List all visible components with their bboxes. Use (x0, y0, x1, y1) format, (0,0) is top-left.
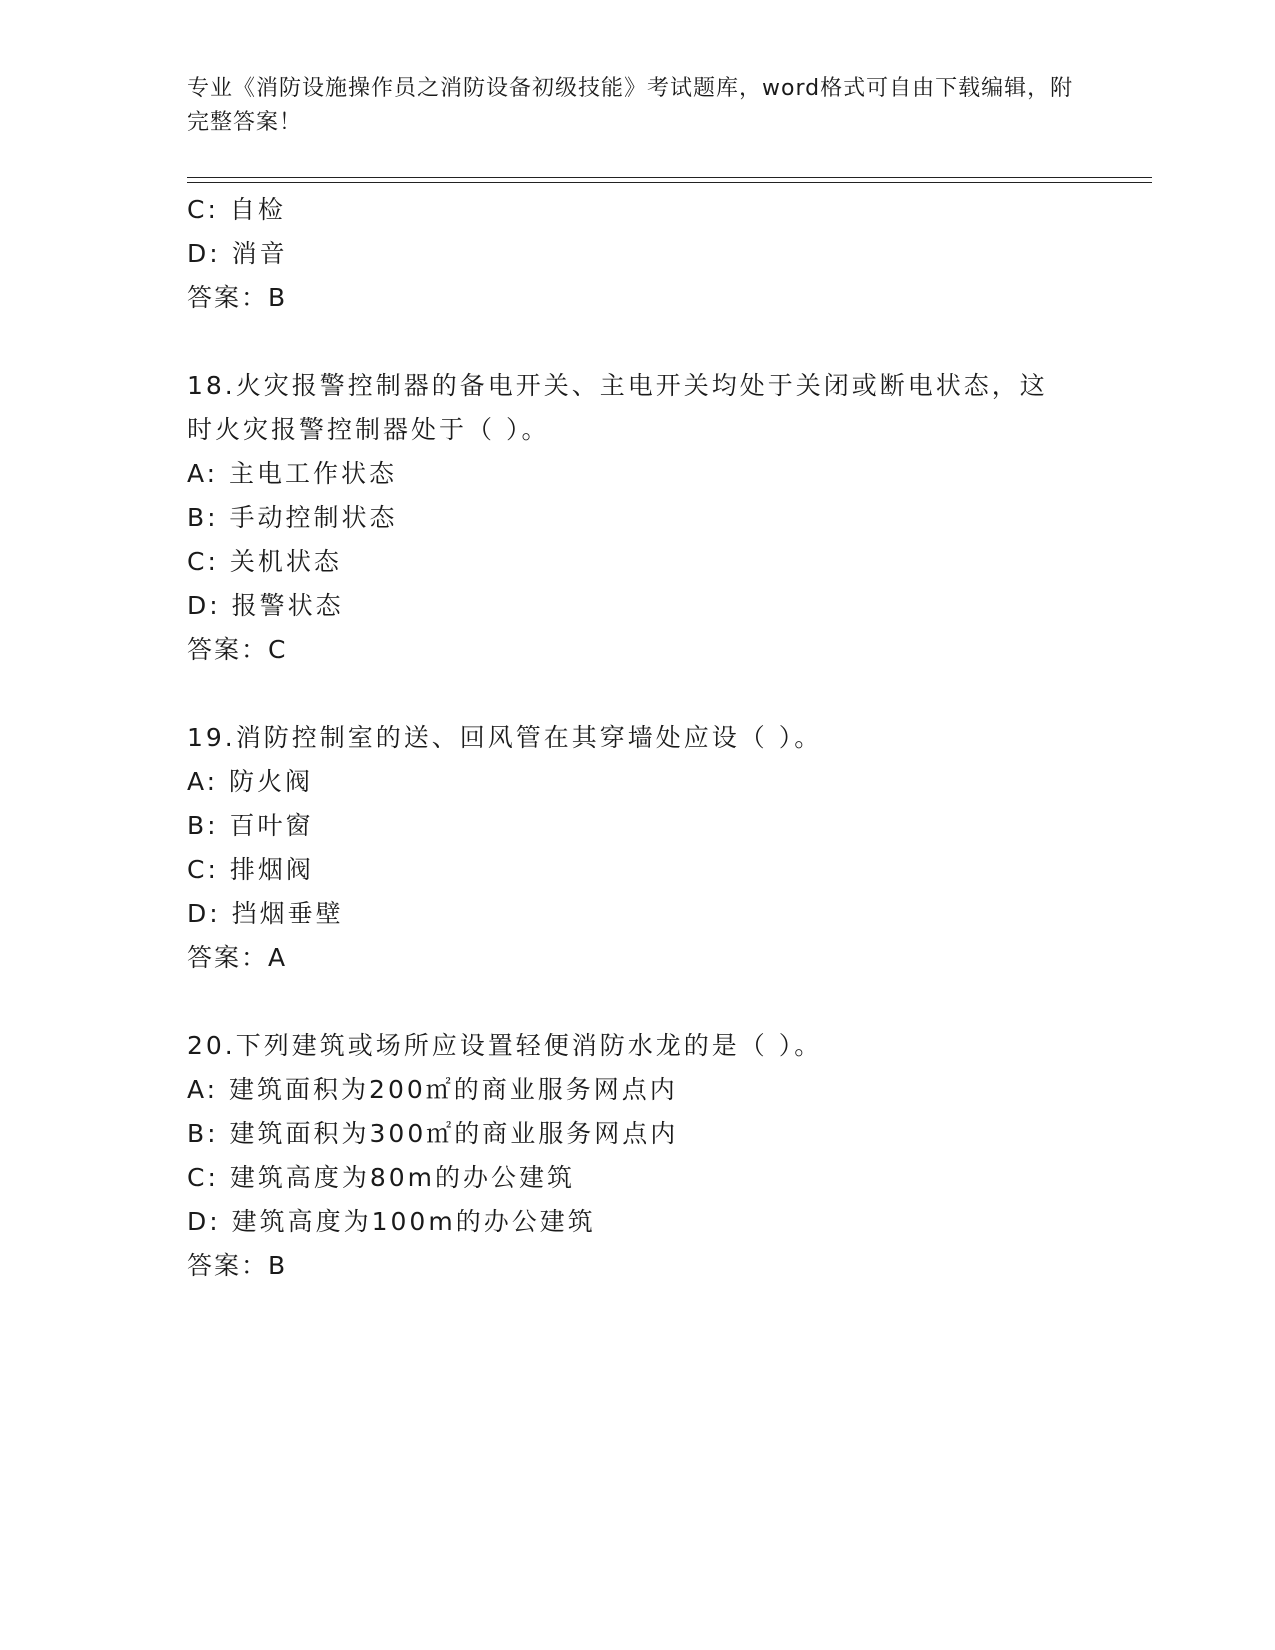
option-c: C: 自检 (187, 195, 286, 224)
option-d: D: 消音 (187, 239, 288, 268)
question-19-option-d: D: 挡烟垂壁 (187, 899, 344, 928)
question-19: 19.消防控制室的送、回风管在其穿墙处应设（ ）。 (187, 723, 823, 752)
answer-19: 答案：A (187, 943, 288, 972)
answer-18: 答案：C (187, 635, 288, 664)
header-rule-bottom (187, 182, 1152, 183)
question-19-option-b: B: 百叶窗 (187, 811, 314, 840)
answer-17: 答案：B (187, 283, 288, 312)
question-20-option-b: B: 建筑面积为300㎡的商业服务网点内 (187, 1119, 679, 1148)
question-18-option-c: C: 关机状态 (187, 547, 342, 576)
question-18-line-2: 时火灾报警控制器处于（ ）。 (187, 415, 550, 444)
question-20-option-a: A: 建筑面积为200㎡的商业服务网点内 (187, 1075, 678, 1104)
question-18-option-d: D: 报警状态 (187, 591, 344, 620)
question-18-option-a: A: 主电工作状态 (187, 459, 398, 488)
question-20-option-c: C: 建筑高度为80m的办公建筑 (187, 1163, 575, 1192)
answer-20: 答案：B (187, 1251, 288, 1280)
question-18-line-1: 18.火灾报警控制器的备电开关、主电开关均处于关闭或断电状态，这 (187, 371, 1048, 400)
question-20-option-d: D: 建筑高度为100m的办公建筑 (187, 1207, 596, 1236)
header-rule-top (187, 177, 1152, 178)
document-header: 专业《消防设施操作员之消防设备初级技能》考试题库，word格式可自由下载编辑，附完整答案！ (187, 76, 1074, 135)
question-18-option-b: B: 手动控制状态 (187, 503, 398, 532)
question-19-option-c: C: 排烟阀 (187, 855, 314, 884)
question-19-option-a: A: 防火阀 (187, 767, 314, 796)
question-20: 20.下列建筑或场所应设置轻便消防水龙的是（ ）。 (187, 1031, 823, 1060)
